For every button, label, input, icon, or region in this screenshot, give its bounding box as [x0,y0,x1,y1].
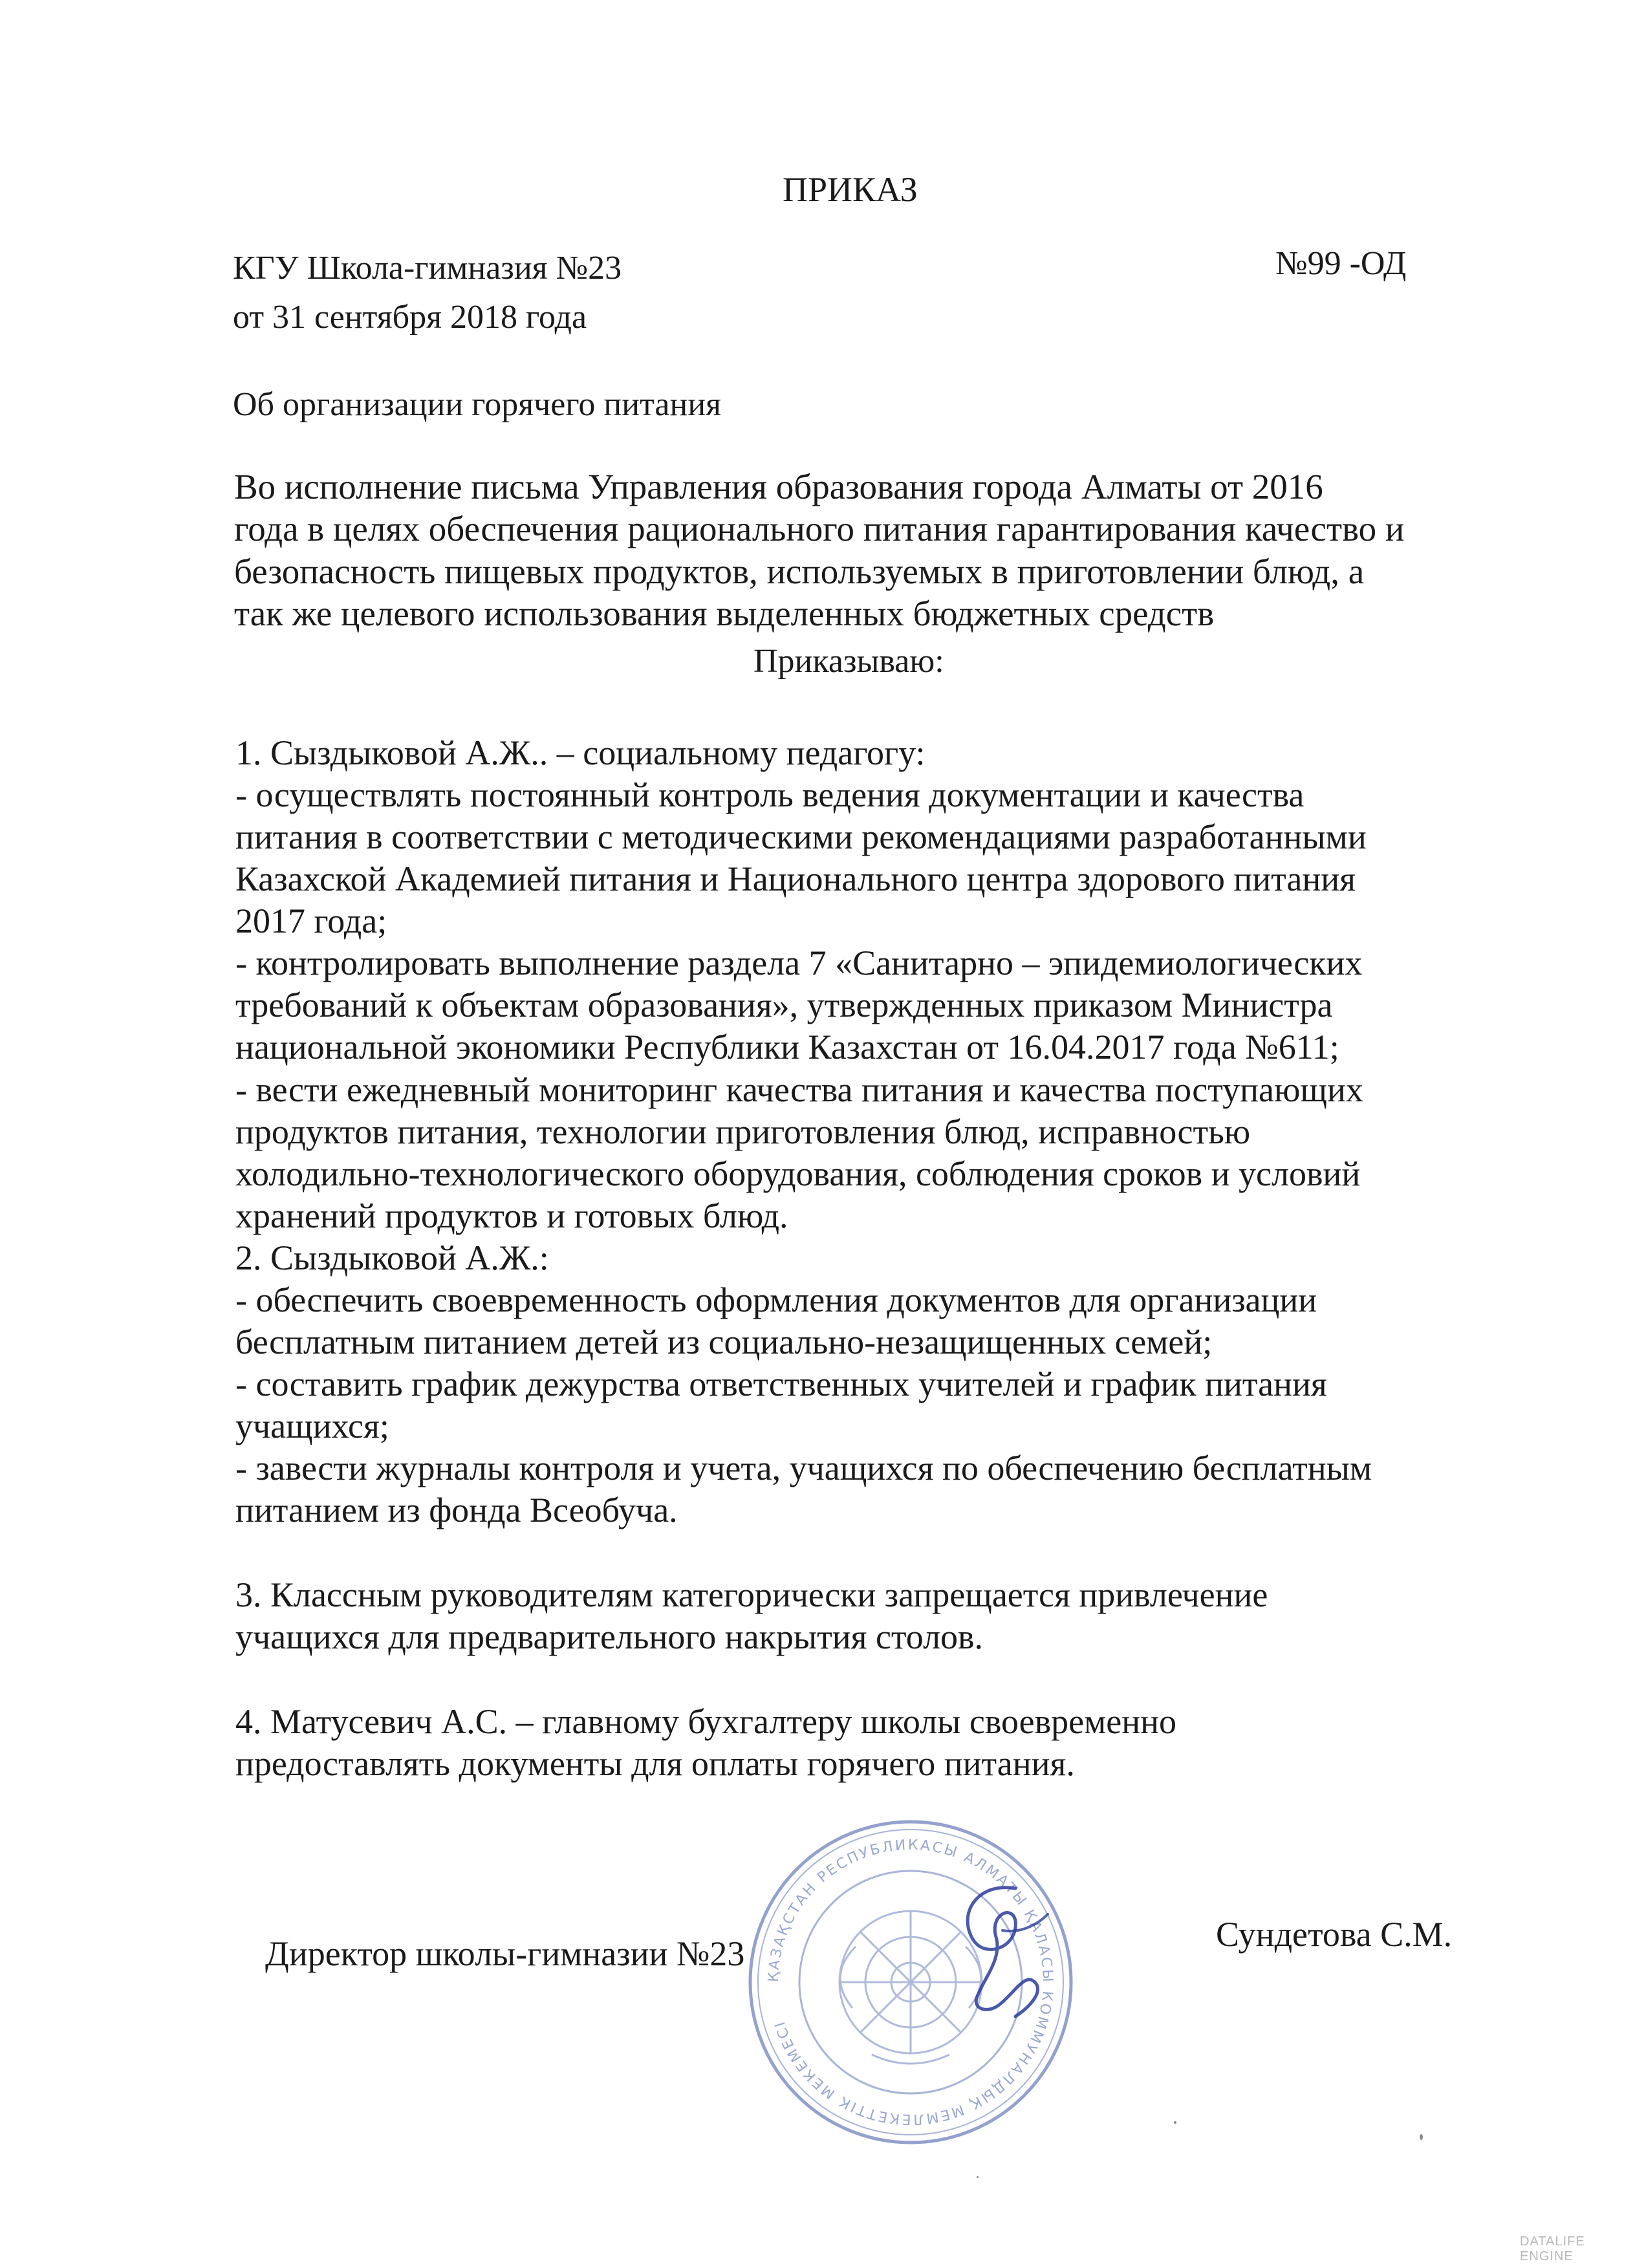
item-line: бесплатным питанием детей из социально-незащищенных семей; [235,1322,1213,1361]
order-number: №99 -ОД [1275,245,1407,282]
preamble-line: так же целевого использования выделенных бюджетных средств [234,594,1215,634]
preamble-line: года в целях обеспечения рационального питания гарантирования качество и [234,509,1405,549]
signatory-name: Сундетова С.М. [1216,1915,1453,1954]
scan-speck [977,2176,979,2178]
item-line: - составить график дежурства ответственных учителей и график питания [235,1364,1327,1403]
scan-speck [1420,2134,1423,2140]
stamp-arc-text: ҚАЗАҚСТАН РЕСПУБЛИКАСЫ АЛМАТЫ ҚАЛАСЫ КОММУНАЛДЫҚ МЕМЛЕКЕТТІК МЕКЕМЕСІ [765,1837,1056,2128]
scan-speck [1174,2121,1176,2124]
preamble-line: безопасность пищевых продуктов, используемых в приготовлении блюд, а [234,551,1365,591]
item-line: продуктов питания, технологии приготовления блюд, исправностью [235,1112,1251,1151]
item-line: - завести журналы контроля и учета, учащихся по обеспечению бесплатным [235,1449,1372,1488]
item-line: требований к объектам образования», утвержденных приказом Министра [235,986,1333,1025]
signatory-title: Директор школы-гимназии №23 [265,1934,745,1973]
organization-name: КГУ Школа-гимназия №23 [233,250,622,286]
item-line: - контролировать выполнение раздела 7 «Санитарно – эпидемиологических [235,944,1363,983]
item-line: холодильно-технологического оборудования, соблюдения сроков и условий [235,1154,1361,1193]
item-line: учащихся для предварительного накрытия столов. [235,1617,984,1657]
preamble [234,466,1482,635]
order-subject: Об организации горячего питания [233,386,722,423]
item-line: Казахской Академией питания и Национального центра здорового питания [235,859,1356,899]
item-line: - осуществлять постоянный контроль ведения документации и качества [235,775,1305,815]
item-line: предоставлять документы для оплаты горячего питания. [235,1744,1075,1784]
order-date: от 31 сентября 2018 года [233,299,587,336]
item-line: 4. Матусевич А.С. – главному бухгалтеру школы своевременно [235,1702,1177,1742]
orders-heading: Приказываю: [753,643,944,680]
item-line: - вести ежедневный мониторинг качества питания и качества поступающих [235,1070,1363,1109]
paragraph-gap [235,1658,1529,1701]
item-line: 2017 года; [235,902,387,941]
document-title: ПРИКАЗ [783,170,918,209]
signature [938,1869,1067,2024]
item-line: 3. Классным руководителям категорически запрещается привлечение [235,1575,1268,1615]
item-line: 2. Сыздыковой А.Ж.: [235,1238,549,1277]
item-line: учащихся; [235,1407,389,1445]
preamble-line: Во исполнение письма Управления образования города Алматы от 2016 [234,467,1323,506]
item-line: национальной экономики Республики Казахстан от 16.04.2017 года №611; [235,1028,1339,1067]
item-line: питанием из фонда Всеобуча. [235,1491,678,1530]
item-line: - обеспечить своевременность оформления документов для организации [235,1280,1317,1319]
item-line: 1. Сыздыковой А.Ж.. – социальному педагогу: [235,733,926,772]
item-line: хранений продуктов и готовых блюд. [235,1196,788,1235]
watermark: DATALIFE ENGINE [1520,2234,1585,2263]
order-items [235,732,1529,1785]
paragraph-gap [235,1531,1529,1574]
item-line: питания в соответствии с методическими рекомендациями разработанными [235,817,1367,857]
